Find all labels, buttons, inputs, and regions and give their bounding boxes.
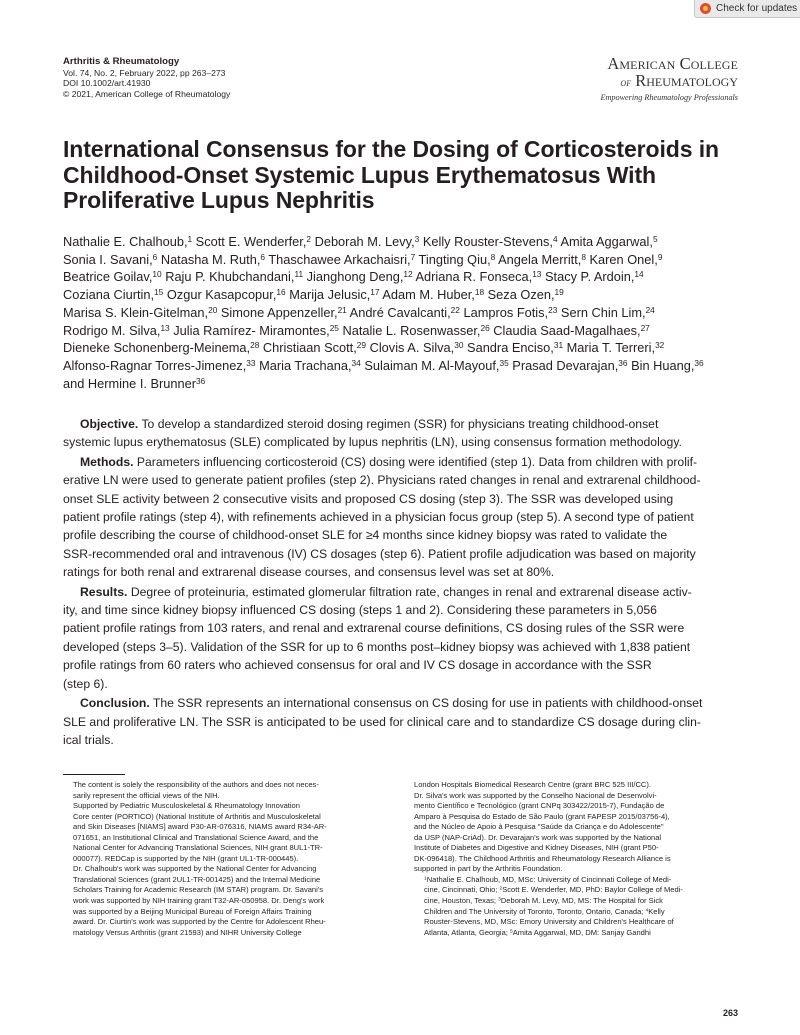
text-line: ity, and time since kidney biopsy influenced CS dosing (steps 1 and 2). Considering these parameters in 5,056 xyxy=(63,603,657,618)
abstract-objective xyxy=(63,415,740,452)
text-line: cine, Cincinnati, Ohio; $^2$Scott E. Wenderfer, MD, PhD: Baylor College of Medi- xyxy=(424,885,683,895)
text-line: Children and The University of Toronto, Toronto, Ontario, Canada; $^4$Kelly xyxy=(424,906,665,916)
footnotes-right-column xyxy=(414,780,740,938)
text-line: Dr. Silva's work was supported by the Conselho Nacional de Desenvolvi- xyxy=(414,790,657,800)
footnote-divider xyxy=(63,774,125,775)
text-line: work was supported by NIH training grant T32-AR-050958. Dr. Deng's work xyxy=(73,896,325,906)
text-line: patient profile ratings (step 4), with refinements achieved in a physician focus group (step 5). A second type of patient xyxy=(63,510,694,525)
text-line: Institute of Diabetes and Digestive and Kidney Diseases, NIH (grant P50- xyxy=(414,843,659,853)
text-line: Rouster-Stevens, MD, MSc: Emory University and Children's Healthcare of xyxy=(424,917,674,927)
publisher-logo-line1: American College xyxy=(607,54,738,73)
publisher-logo xyxy=(600,55,738,104)
text-line: To develop a standardized steroid dosing regimen (SSR) for physicians treating childhood-onset xyxy=(141,417,659,431)
text-line: sarily represent the official views of the NIH. xyxy=(73,790,220,800)
check-for-updates-label: Check for updates xyxy=(716,3,798,14)
text-line: The SSR represents an international consensus on CS dosing for use in patients with childhood-onset xyxy=(152,696,703,711)
text-line: SSR-recommended oral and intravenous (IV) CS dosages (step 6). Patient profile adjudication was based on majority xyxy=(63,546,696,561)
author-line: Rodrigo M. Silva,$^{13}$ Julia Ramírez- Miramontes,$^{25}$ Natalie L. Rosenwasser,$^{26}$ Claudia Saad-Magalhaes,$^{27}$ xyxy=(63,322,650,338)
text-line: erative LN were used to generate patient profiles (step 2). Physicians rated changes in renal and extrarenal childhood- xyxy=(63,473,701,488)
methods-label: Methods. xyxy=(80,454,134,469)
objective-text xyxy=(63,417,740,452)
publisher-logo-rheumatology: Rheumatology xyxy=(635,71,738,90)
author-line: Coziana Ciurtin,$^{15}$ Ozgur Kasapcopur,$^{16}$ Marija Jelusic,$^{17}$ Adam M. Huber,$^{18}$ Seza Ozen,$^{19}$ xyxy=(63,286,564,303)
methods-text xyxy=(63,455,740,582)
journal-name: Arthritis & Rheumatology xyxy=(63,56,180,67)
author-list xyxy=(63,233,743,392)
text-line: da USP (NAP-CriAd). Dr. Devarajan's work was supported by the National xyxy=(414,832,662,842)
objective-label: Objective. xyxy=(80,417,139,431)
text-line: 071651, an Institutional Clinical and Translational Science Award, and the xyxy=(73,832,319,842)
journal-doi: DOI 10.1002/art.41930 xyxy=(63,78,151,89)
text-line: ical trials. xyxy=(63,732,114,747)
text-line: profile describing the course of childhood-onset SLE for ≥4 months since kidney biopsy was rated to validate the xyxy=(63,528,668,543)
text-line: Atlanta, Atlanta, Georgia; $^5$Amita Aggarwal, MD, DM: Sanjay Gandhi xyxy=(424,927,651,937)
publisher-logo-tagline: Empowering Rheumatology Professionals xyxy=(600,93,738,102)
abstract-methods xyxy=(63,453,740,582)
conclusion-label: Conclusion. xyxy=(80,696,150,711)
text-line: profile ratings from 60 raters who achieved consensus for oral and IV CS dosage in accordance with the SSR xyxy=(63,658,652,673)
text-line: Supported by Pediatric Musculoskeletal & Rheumatology Innovation xyxy=(73,801,300,811)
footnote-disclaimer xyxy=(63,780,388,801)
text-line: and the Núcleo de Apoio à Pesquisa "Saúde da Criança e do Adolescente" xyxy=(414,822,664,832)
footnote-affiliations xyxy=(414,875,740,938)
crossmark-icon xyxy=(700,3,711,14)
text-line: systemic lupus erythematosus (SLE) complicated by lupus nephritis (LN), using consensus formation methodology. xyxy=(63,435,682,450)
text-line: Translational Sciences (grant 2UL1-TR-001425) and the Internal Medicine xyxy=(73,874,321,884)
text-line: onset SLE activity between 2 consecutive visits and proposed CS dosing (step 3). The SSR was developed using xyxy=(63,491,674,506)
abstract-results xyxy=(63,583,740,693)
text-line: Amparo à Pesquisa do Estado de São Paulo (grant FAPESP 2015/03756-4), xyxy=(414,811,670,821)
article-title: International Consensus for the Dosing of Corticosteroids in Childhood-Onset Systemic Lupus Erythematosus With Proliferative Lupus Nephritis xyxy=(63,136,719,213)
footnote-support xyxy=(63,801,388,938)
text-line: DK-096418). The Childhood Arthritis and Rheumatology Research Alliance is xyxy=(414,853,671,863)
text-line: The content is solely the responsibility of the authors and does not neces- xyxy=(73,780,319,789)
journal-volume: Vol. 74, No. 2, February 2022, pp 263–273 xyxy=(63,68,226,78)
abstract-conclusion xyxy=(63,694,740,749)
text-line: London Hospitals Biomedical Research Centre (grant BRC 525 III/CC). xyxy=(414,780,651,789)
text-line: cine, Houston, Texas; $^3$Deborah M. Levy, MD, MS: The Hospital for Sick xyxy=(424,896,663,906)
publisher-logo-line2 xyxy=(600,72,738,91)
results-text xyxy=(63,585,740,693)
abstract xyxy=(63,415,740,750)
text-line: mento Científico e Tecnológico (grant CNPq 303422/2015-7), Fundação de xyxy=(414,801,665,811)
journal-copyright: © 2021, American College of Rheumatology xyxy=(63,88,231,99)
text-line: $^1$Nathalie E. Chalhoub, MD, MSc: University of Cincinnati College of Medi- xyxy=(424,874,672,884)
text-line: 000077). REDCap is supported by the NIH (grant UL1-TR-000445). xyxy=(73,853,299,863)
publisher-logo-of: of xyxy=(620,75,632,89)
results-label: Results. xyxy=(80,584,128,599)
author-line: Sonia I. Savani,$^6$ Natasha M. Ruth,$^6$ Thaschawee Arkachaisri,$^7$ Tingting Qiu,$^8$ Angela Merritt,$^8$ Karen Onel,$^9$ xyxy=(63,251,663,267)
text-line: National Center for Advancing Translational Sciences, NIH grant 8UL1-TR- xyxy=(73,843,323,853)
text-line: patient profile ratings from 103 raters, and renal and extrarenal course definitions, CS dosing rules of the SSR were xyxy=(63,621,685,636)
journal-info xyxy=(63,56,230,99)
text-line: Core center (PORTICO) (National Institute of Arthritis and Musculoskeletal xyxy=(73,811,321,821)
text-line: developed (steps 3–5). Validation of the SSR for up to 6 months post–kidney biopsy was achieved with 1,838 patient xyxy=(63,639,691,654)
author-line: Dieneke Schonenberg-Meinema,$^{28}$ Christiaan Scott,$^{29}$ Clovis A. Silva,$^{30}$ Sandra Enciso,$^{31}$ Maria T. Terreri,$^{32}$ xyxy=(63,340,665,356)
author-line: and Hermine I. Brunner$^{36}$ xyxy=(63,375,206,391)
text-line: ratings for both renal and extrarenal disease courses, and consensus level was set at 80%. xyxy=(63,565,555,580)
text-line: award. Dr. Ciurtin's work was supported by the Centre for Adolescent Rheu- xyxy=(73,917,326,927)
check-for-updates-button[interactable] xyxy=(694,0,800,18)
author-line: Marisa S. Klein-Gitelman,$^{20}$ Simone Appenzeller,$^{21}$ André Cavalcanti,$^{22}$ Lampros Fotis,$^{23}$ Sern Chin Lim,$^{24}$ xyxy=(63,304,655,320)
text-line: Degree of proteinuria, estimated glomerular filtration rate, changes in renal and extrarenal disease activ- xyxy=(130,584,692,599)
conclusion-text xyxy=(63,696,740,749)
text-line: Dr. Chalhoub's work was supported by the National Center for Advancing xyxy=(73,864,317,874)
text-line: Parameters influencing corticosteroid (CS) dosing were identified (step 1). Data from children with prolif- xyxy=(136,454,698,469)
text-line: supported in part by the Arthritis Foundation. xyxy=(414,864,563,874)
text-line: SLE and proliferative LN. The SSR is anticipated to be used for clinical care and to standardize CS dosage during clin- xyxy=(63,714,701,729)
page-number: 263 xyxy=(722,1008,738,1018)
text-line: (step 6). xyxy=(63,676,108,691)
author-line: Nathalie E. Chalhoub,$^1$ Scott E. Wenderfer,$^2$ Deborah M. Levy,$^3$ Kelly Rouster-Stevens,$^4$ Amita Aggarwal,$^5$ xyxy=(63,233,658,249)
author-line: Alfonso-Ragnar Torres-Jimenez,$^{33}$ Maria Trachana,$^{34}$ Sulaiman M. Al-Mayouf,$^{35}$ Prasad Devarajan,$^{36}$ Bin Huang,$^{36}$ xyxy=(63,357,704,373)
footnote-support-continued xyxy=(414,780,740,875)
text-line: matology Versus Arthritis (grant 21593) and NIHR University College xyxy=(73,927,302,937)
text-line: Scholars Training for Academic Research (IM STAR) program. Dr. Savani's xyxy=(73,885,324,895)
text-line: was supported by a Beijing Municipal Bureau of Foreign Affairs Training xyxy=(73,906,312,916)
author-line: Beatrice Goilav,$^{10}$ Raju P. Khubchandani,$^{11}$ Jianghong Deng,$^{12}$ Adriana R. Fonseca,$^{13}$ Stacy P. Ardoin,$^{14}$ xyxy=(63,269,644,285)
footnotes-left-column xyxy=(63,780,388,938)
text-line: and Skin Diseases [NIAMS] award P30-AR-076316, NIAMS award R34-AR- xyxy=(73,822,327,832)
